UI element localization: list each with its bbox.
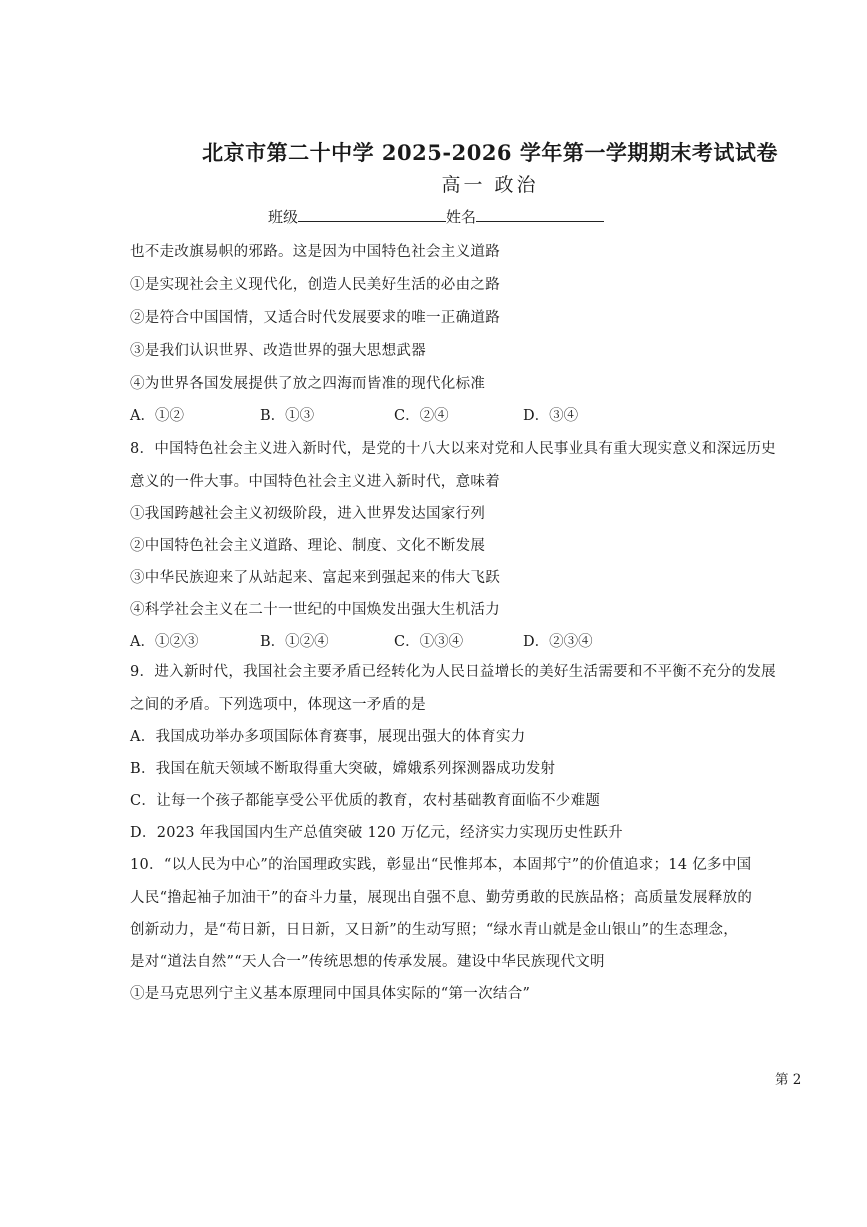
q7-item: ④为世界各国发展提供了放之四海而皆准的现代化标准 xyxy=(130,376,486,392)
q7-stem-line: 也不走改旗易帜的邪路。这是因为中国特色社会主义道路 xyxy=(130,244,500,260)
q8-stem-line: 8．中国特色社会主义进入新时代，是党的十八大以来对党和人民事业具有重大现实意义和深远历史 xyxy=(130,441,776,457)
class-label: 班级 xyxy=(268,208,299,226)
q7-option-b[interactable]: B．①③ xyxy=(260,408,315,424)
name-blank[interactable] xyxy=(476,207,604,222)
q9-option-b[interactable]: B．我国在航天领域不断取得重大突破，嫦娥系列探测器成功发射 xyxy=(130,761,556,777)
q8-option-d[interactable]: D．②③④ xyxy=(523,634,593,650)
q7-option-c[interactable]: C．②④ xyxy=(394,408,449,424)
q10-item: ①是马克思列宁主义基本原理同中国具体实际的“第一次结合” xyxy=(130,986,531,1002)
q8-option-a[interactable]: A．①②③ xyxy=(130,634,199,650)
q9-option-a[interactable]: A．我国成功举办多项国际体育赛事，展现出强大的体育实力 xyxy=(130,729,526,745)
q10-stem-line: 是对“道法自然”“天人合一”传统思想的传承发展。建设中华民族现代文明 xyxy=(130,954,605,970)
exam-subtitle: 高一 政治 xyxy=(441,174,539,196)
q8-item: ②中国特色社会主义道路、理论、制度、文化不断发展 xyxy=(130,538,486,554)
q9-stem-line: 之间的矛盾。下列选项中，体现这一矛盾的是 xyxy=(130,697,426,713)
q9-stem-line: 9．进入新时代，我国社会主要矛盾已经转化为人民日益增长的美好生活需要和不平衡不充分的发展 xyxy=(130,664,776,680)
q8-item: ①我国跨越社会主义初级阶段，进入世界发达国家行列 xyxy=(130,506,486,522)
q7-item: ③是我们认识世界、改造世界的强大思想武器 xyxy=(130,343,426,359)
student-info-line xyxy=(268,206,604,227)
q7-item: ①是实现社会主义现代化，创造人民美好生活的必由之路 xyxy=(130,277,500,293)
class-blank[interactable] xyxy=(298,207,446,222)
q8-option-b[interactable]: B．①②④ xyxy=(260,634,329,650)
exam-title: 北京市第二十中学 2025-2026 学年第一学期期末考试试卷 xyxy=(202,140,778,165)
q8-stem-line: 意义的一件大事。中国特色社会主义进入新时代，意味着 xyxy=(130,474,500,490)
q10-stem-line: 10．“以人民为中心”的治国理政实践，彰显出“民惟邦本，本固邦宁”的价值追求；14 亿多中国 xyxy=(130,857,752,873)
q9-option-d[interactable]: D．2023 年我国国内生产总值突破 120 万亿元，经济实力实现历史性跃升 xyxy=(130,825,623,841)
q8-item: ③中华民族迎来了从站起来、富起来到强起来的伟大飞跃 xyxy=(130,570,500,586)
q7-item: ②是符合中国国情，又适合时代发展要求的唯一正确道路 xyxy=(130,310,500,326)
q9-option-c[interactable]: C．让每一个孩子都能享受公平优质的教育，农村基础教育面临不少难题 xyxy=(130,793,601,809)
page-number: 第 2 xyxy=(775,1072,802,1088)
q7-option-d[interactable]: D．③④ xyxy=(523,408,579,424)
q10-stem-line: 创新动力，是“苟日新，日日新，又日新”的生动写照；“绿水青山就是金山银山”的生态理念， xyxy=(130,922,739,938)
q10-stem-line: 人民“撸起袖子加油干”的奋斗力量，展现出自强不息、勤劳勇敢的民族品格；高质量发展释放的 xyxy=(130,890,753,906)
q8-option-c[interactable]: C．①③④ xyxy=(394,634,464,650)
q8-item: ④科学社会主义在二十一世纪的中国焕发出强大生机活力 xyxy=(130,602,500,618)
q7-option-a[interactable]: A．①② xyxy=(130,408,184,424)
name-label: 姓名 xyxy=(446,208,477,226)
